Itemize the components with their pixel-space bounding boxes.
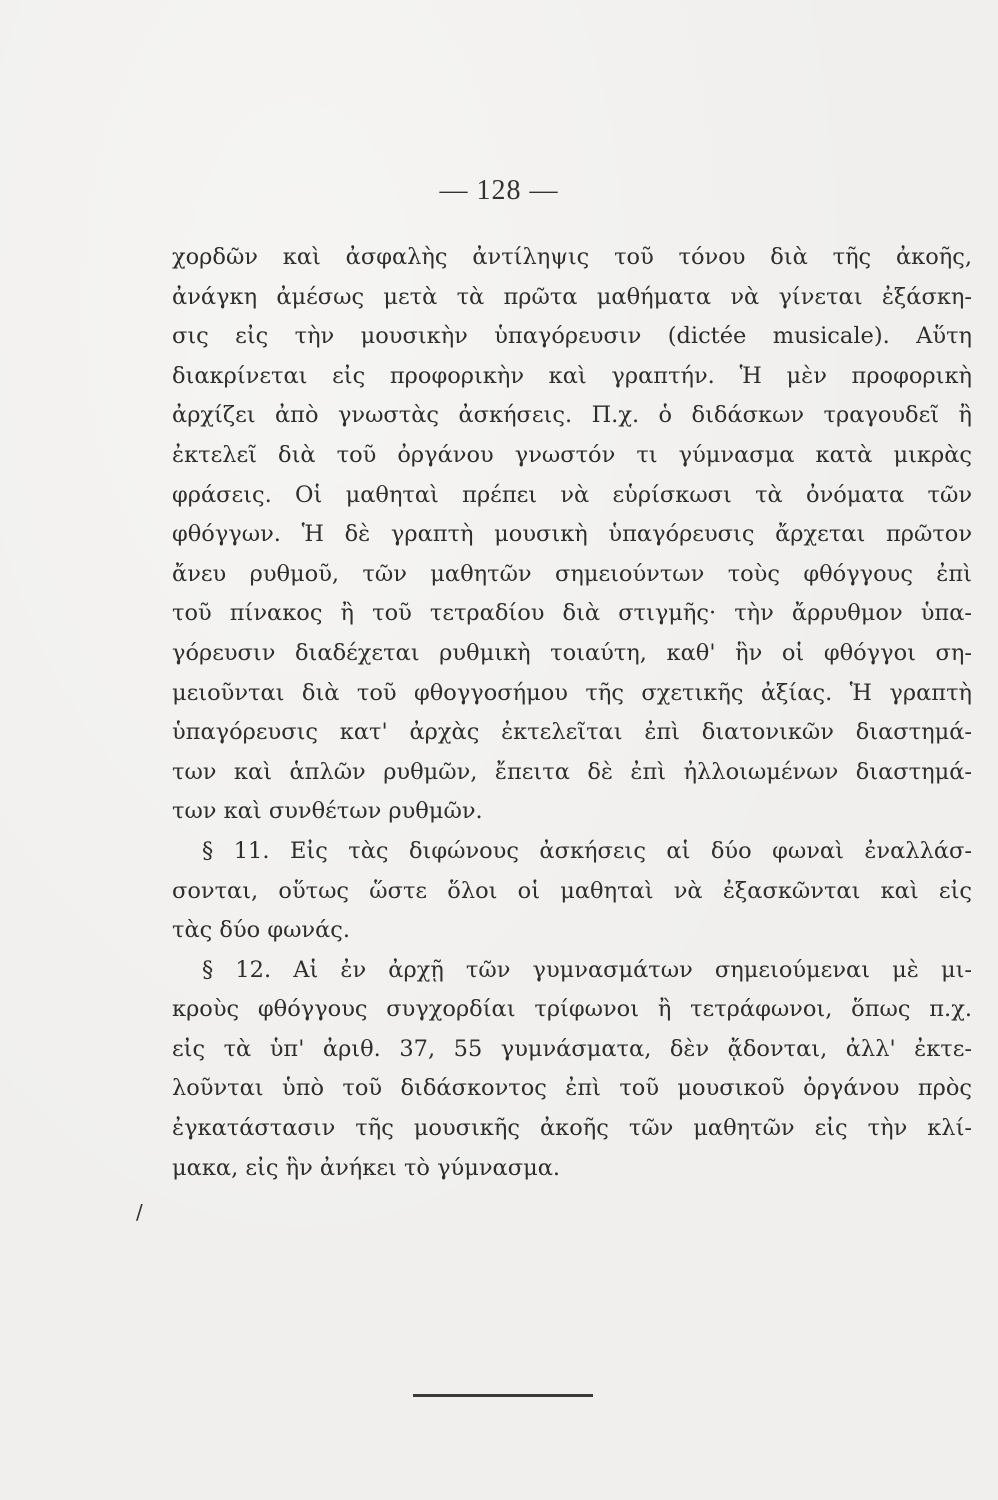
text-line: τὰς δύο φωνάς. bbox=[172, 917, 351, 944]
text-line: μακα, εἰς ἣν ἀνήκει τὸ γύμνασμα. bbox=[172, 1154, 561, 1181]
section-11-line: § 11. Εἰς τὰς διφώνους ἀσκήσεις αἱ δύο φωναὶ ἐναλλάσ- bbox=[202, 837, 972, 864]
text-line: μειοῦνται διὰ τοῦ φθογγοσήμου τῆς σχετικῆς ἀξίας. Ἡ γραπτὴ bbox=[172, 679, 972, 706]
text-line: ἄνευ ρυθμοῦ, τῶν μαθητῶν σημειούντων τοὺς φθόγγους ἐπὶ bbox=[172, 560, 972, 587]
stray-pen-mark: / bbox=[136, 1200, 143, 1224]
text-line: εἰς τὰ ὑπ' ἀριθ. 37, 55 γυμνάσματα, δὲν ᾄδονται, ἀλλ' ἐκτε- bbox=[172, 1035, 972, 1062]
text-line: φράσεις. Οἱ μαθηταὶ πρέπει νὰ εὑρίσκωσι τὰ ὀνόματα τῶν bbox=[172, 481, 972, 508]
text-line: ὑπαγόρευσις κατ' ἀρχὰς ἐκτελεῖται ἐπὶ διατονικῶν διαστημά- bbox=[172, 719, 972, 746]
text-line: ἐγκατάστασιν τῆς μουσικῆς ἀκοῆς τῶν μαθητῶν εἰς τὴν κλί- bbox=[172, 1115, 972, 1142]
text-line: σονται, οὕτως ὥστε ὅλοι οἱ μαθηταὶ νὰ ἐξασκῶνται καὶ εἰς bbox=[172, 877, 972, 904]
section-12-line: § 12. Αἱ ἐν ἀρχῇ τῶν γυμνασμάτων σημειούμεναι μὲ μι- bbox=[202, 956, 972, 983]
text-line: χορδῶν καὶ ἀσφαλὴς ἀντίληψις τοῦ τόνου διὰ τῆς ἀκοῆς, bbox=[172, 244, 972, 270]
text-line: ἀνάγκη ἀμέσως μετὰ τὰ πρῶτα μαθήματα νὰ γίνεται ἐξάσκη- bbox=[172, 283, 972, 310]
text-line: διακρίνεται εἰς προφορικὴν καὶ γραπτήν. Ἡ μὲν προφορικὴ bbox=[172, 362, 972, 389]
text-line: ἀρχίζει ἀπὸ γνωστὰς ἀσκήσεις. Π.χ. ὁ διδάσκων τραγουδεῖ ἢ bbox=[172, 402, 972, 429]
footer-rule bbox=[413, 1394, 593, 1397]
text-line: τοῦ πίνακος ἢ τοῦ τετραδίου διὰ στιγμῆς· τὴν ἄρρυθμον ὑπα- bbox=[172, 600, 972, 627]
body-text bbox=[172, 238, 972, 1188]
page-number: — 128 — bbox=[439, 175, 559, 206]
text-line: λοῦνται ὑπὸ τοῦ διδάσκοντος ἐπὶ τοῦ μουσικοῦ ὀργάνου πρὸς bbox=[172, 1075, 972, 1102]
text-line: σις εἰς τὴν μουσικὴν ὑπαγόρευσιν (dictée musicale). Αὕτη bbox=[172, 323, 972, 350]
text-line: φθόγγων. Ἡ δὲ γραπτὴ μουσικὴ ὑπαγόρευσις ἄρχεται πρῶτον bbox=[172, 521, 972, 548]
text-line: των καὶ συνθέτων ρυθμῶν. bbox=[172, 798, 483, 825]
text-line: γόρευσιν διαδέχεται ρυθμικὴ τοιαύτη, καθ' ἣν οἱ φθόγγοι ση- bbox=[172, 639, 972, 666]
text-line: ἐκτελεῖ διὰ τοῦ ὀργάνου γνωστόν τι γύμνασμα κατὰ μικρὰς bbox=[172, 441, 972, 468]
text-line: των καὶ ἁπλῶν ρυθμῶν, ἔπειτα δὲ ἐπὶ ἠλλοιωμένων διαστημά- bbox=[172, 758, 972, 785]
text-line: κροὺς φθόγγους συγχορδίαι τρίφωνοι ἢ τετράφωνοι, ὅπως π.χ. bbox=[172, 996, 972, 1023]
